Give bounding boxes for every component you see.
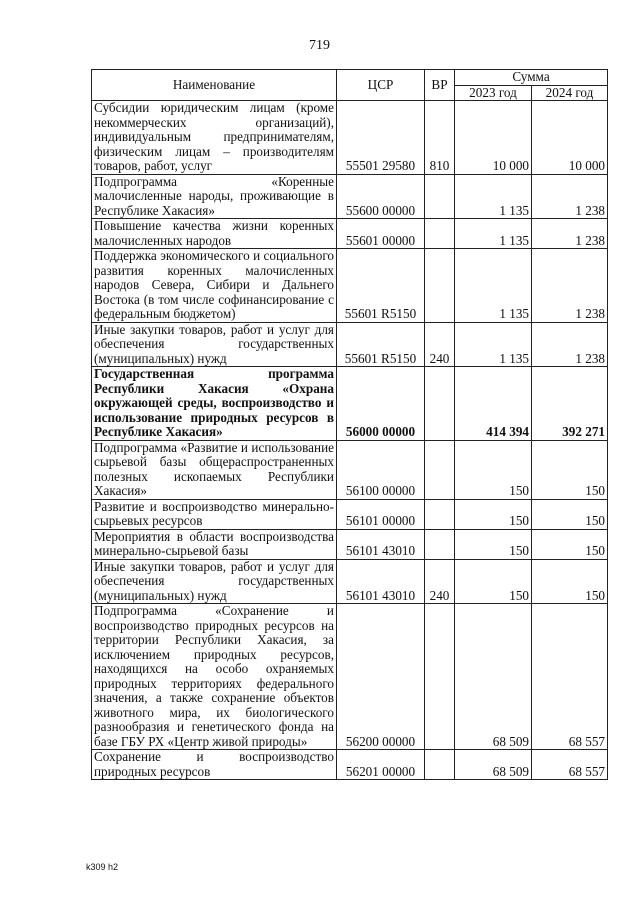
row-csr: 55600 00000 bbox=[337, 174, 425, 219]
header-csr: ЦСР bbox=[337, 70, 425, 101]
table-row bbox=[92, 529, 608, 559]
row-amount-2024: 150 bbox=[532, 529, 608, 559]
row-name: Подпрограмма «Коренные малочисленные народы, проживающие в Республике Хакасия» bbox=[92, 174, 337, 219]
row-amount-2024: 1 238 bbox=[532, 249, 608, 323]
table-row bbox=[92, 219, 608, 249]
row-name: Иные закупки товаров, работ и услуг для обеспечения государственных (муниципальных) нужд bbox=[92, 322, 337, 367]
row-name: Сохранение и воспроизводство природных ресурсов bbox=[92, 750, 337, 780]
table-row bbox=[92, 367, 608, 441]
table-row bbox=[92, 559, 608, 604]
row-amount-2023: 1 135 bbox=[455, 322, 532, 367]
row-csr: 56101 43010 bbox=[337, 529, 425, 559]
row-csr: 55601 00000 bbox=[337, 219, 425, 249]
row-vr bbox=[425, 499, 455, 529]
table-header bbox=[92, 70, 608, 101]
row-amount-2024: 150 bbox=[532, 559, 608, 604]
row-amount-2023: 150 bbox=[455, 440, 532, 499]
row-name: Поддержка экономического и социального развития коренных малочисленных народов Севера, Сибири и Дальнего Востока (в том числе софинансирование с федеральным бюджетом) bbox=[92, 249, 337, 323]
header-vr: ВР bbox=[425, 70, 455, 101]
row-csr: 56101 43010 bbox=[337, 559, 425, 604]
row-amount-2023: 68 509 bbox=[455, 750, 532, 780]
table-row bbox=[92, 499, 608, 529]
row-csr: 56201 00000 bbox=[337, 750, 425, 780]
row-vr bbox=[425, 249, 455, 323]
row-vr bbox=[425, 219, 455, 249]
row-name: Повышение качества жизни коренных малочисленных народов bbox=[92, 219, 337, 249]
table-body bbox=[92, 101, 608, 780]
row-amount-2024: 1 238 bbox=[532, 219, 608, 249]
row-amount-2023: 68 509 bbox=[455, 604, 532, 750]
row-amount-2023: 10 000 bbox=[455, 101, 532, 175]
row-csr: 56101 00000 bbox=[337, 499, 425, 529]
row-amount-2023: 150 bbox=[455, 499, 532, 529]
footer-code: k309 h2 bbox=[86, 862, 119, 872]
table-row bbox=[92, 174, 608, 219]
row-vr bbox=[425, 604, 455, 750]
row-name: Мероприятия в области воспроизводства минерально-сырьевой базы bbox=[92, 529, 337, 559]
budget-table bbox=[91, 69, 608, 780]
row-vr bbox=[425, 367, 455, 441]
table-row bbox=[92, 750, 608, 780]
table-row bbox=[92, 101, 608, 175]
row-csr: 56100 00000 bbox=[337, 440, 425, 499]
row-csr: 55601 R5150 bbox=[337, 249, 425, 323]
row-amount-2023: 1 135 bbox=[455, 219, 532, 249]
row-vr: 810 bbox=[425, 101, 455, 175]
row-vr bbox=[425, 750, 455, 780]
table-row bbox=[92, 440, 608, 499]
header-year-2024: 2024 год bbox=[532, 85, 608, 101]
row-vr bbox=[425, 529, 455, 559]
row-name: Подпрограмма «Развитие и использование сырьевой базы общераспространенных полезных ископаемых Республики Хакасия» bbox=[92, 440, 337, 499]
row-name: Подпрограмма «Сохранение и воспроизводство природных ресурсов на территории Республики Хакасия, за исключением природных ресурсов, находящихся на особо охраняемых природных территориях федерального значения, а также сохранение объектов животного мира, их биологического разнообразия и генетического фонда на базе ГБУ РХ «Центр живой природы» bbox=[92, 604, 337, 750]
row-amount-2024: 392 271 bbox=[532, 367, 608, 441]
row-name: Государственная программа Республики Хакасия «Охрана окружающей среды, воспроизводство и использование природных ресурсов в Республике Хакасия» bbox=[92, 367, 337, 441]
row-amount-2024: 68 557 bbox=[532, 604, 608, 750]
row-amount-2023: 150 bbox=[455, 529, 532, 559]
row-amount-2023: 1 135 bbox=[455, 174, 532, 219]
header-sum: Сумма bbox=[455, 70, 608, 86]
row-vr bbox=[425, 440, 455, 499]
table-row bbox=[92, 322, 608, 367]
row-vr bbox=[425, 174, 455, 219]
row-name: Субсидии юридическим лицам (кроме некоммерческих организаций), индивидуальным предпринимателям, физическим лицам – производителям товаров, работ, услуг bbox=[92, 101, 337, 175]
row-vr: 240 bbox=[425, 322, 455, 367]
row-name: Иные закупки товаров, работ и услуг для обеспечения государственных (муниципальных) нужд bbox=[92, 559, 337, 604]
row-csr: 56200 00000 bbox=[337, 604, 425, 750]
row-name: Развитие и воспроизводство минерально-сырьевых ресурсов bbox=[92, 499, 337, 529]
row-csr: 56000 00000 bbox=[337, 367, 425, 441]
row-amount-2024: 1 238 bbox=[532, 322, 608, 367]
table-row bbox=[92, 249, 608, 323]
row-amount-2024: 1 238 bbox=[532, 174, 608, 219]
row-amount-2023: 150 bbox=[455, 559, 532, 604]
table-row bbox=[92, 604, 608, 750]
row-amount-2023: 414 394 bbox=[455, 367, 532, 441]
row-amount-2024: 10 000 bbox=[532, 101, 608, 175]
header-year-2023: 2023 год bbox=[455, 85, 532, 101]
row-amount-2024: 150 bbox=[532, 499, 608, 529]
row-amount-2024: 150 bbox=[532, 440, 608, 499]
row-amount-2024: 68 557 bbox=[532, 750, 608, 780]
page-number: 719 bbox=[309, 38, 330, 53]
row-csr: 55501 29580 bbox=[337, 101, 425, 175]
row-csr: 55601 R5150 bbox=[337, 322, 425, 367]
row-vr: 240 bbox=[425, 559, 455, 604]
row-amount-2023: 1 135 bbox=[455, 249, 532, 323]
header-name: Наименование bbox=[92, 70, 337, 101]
